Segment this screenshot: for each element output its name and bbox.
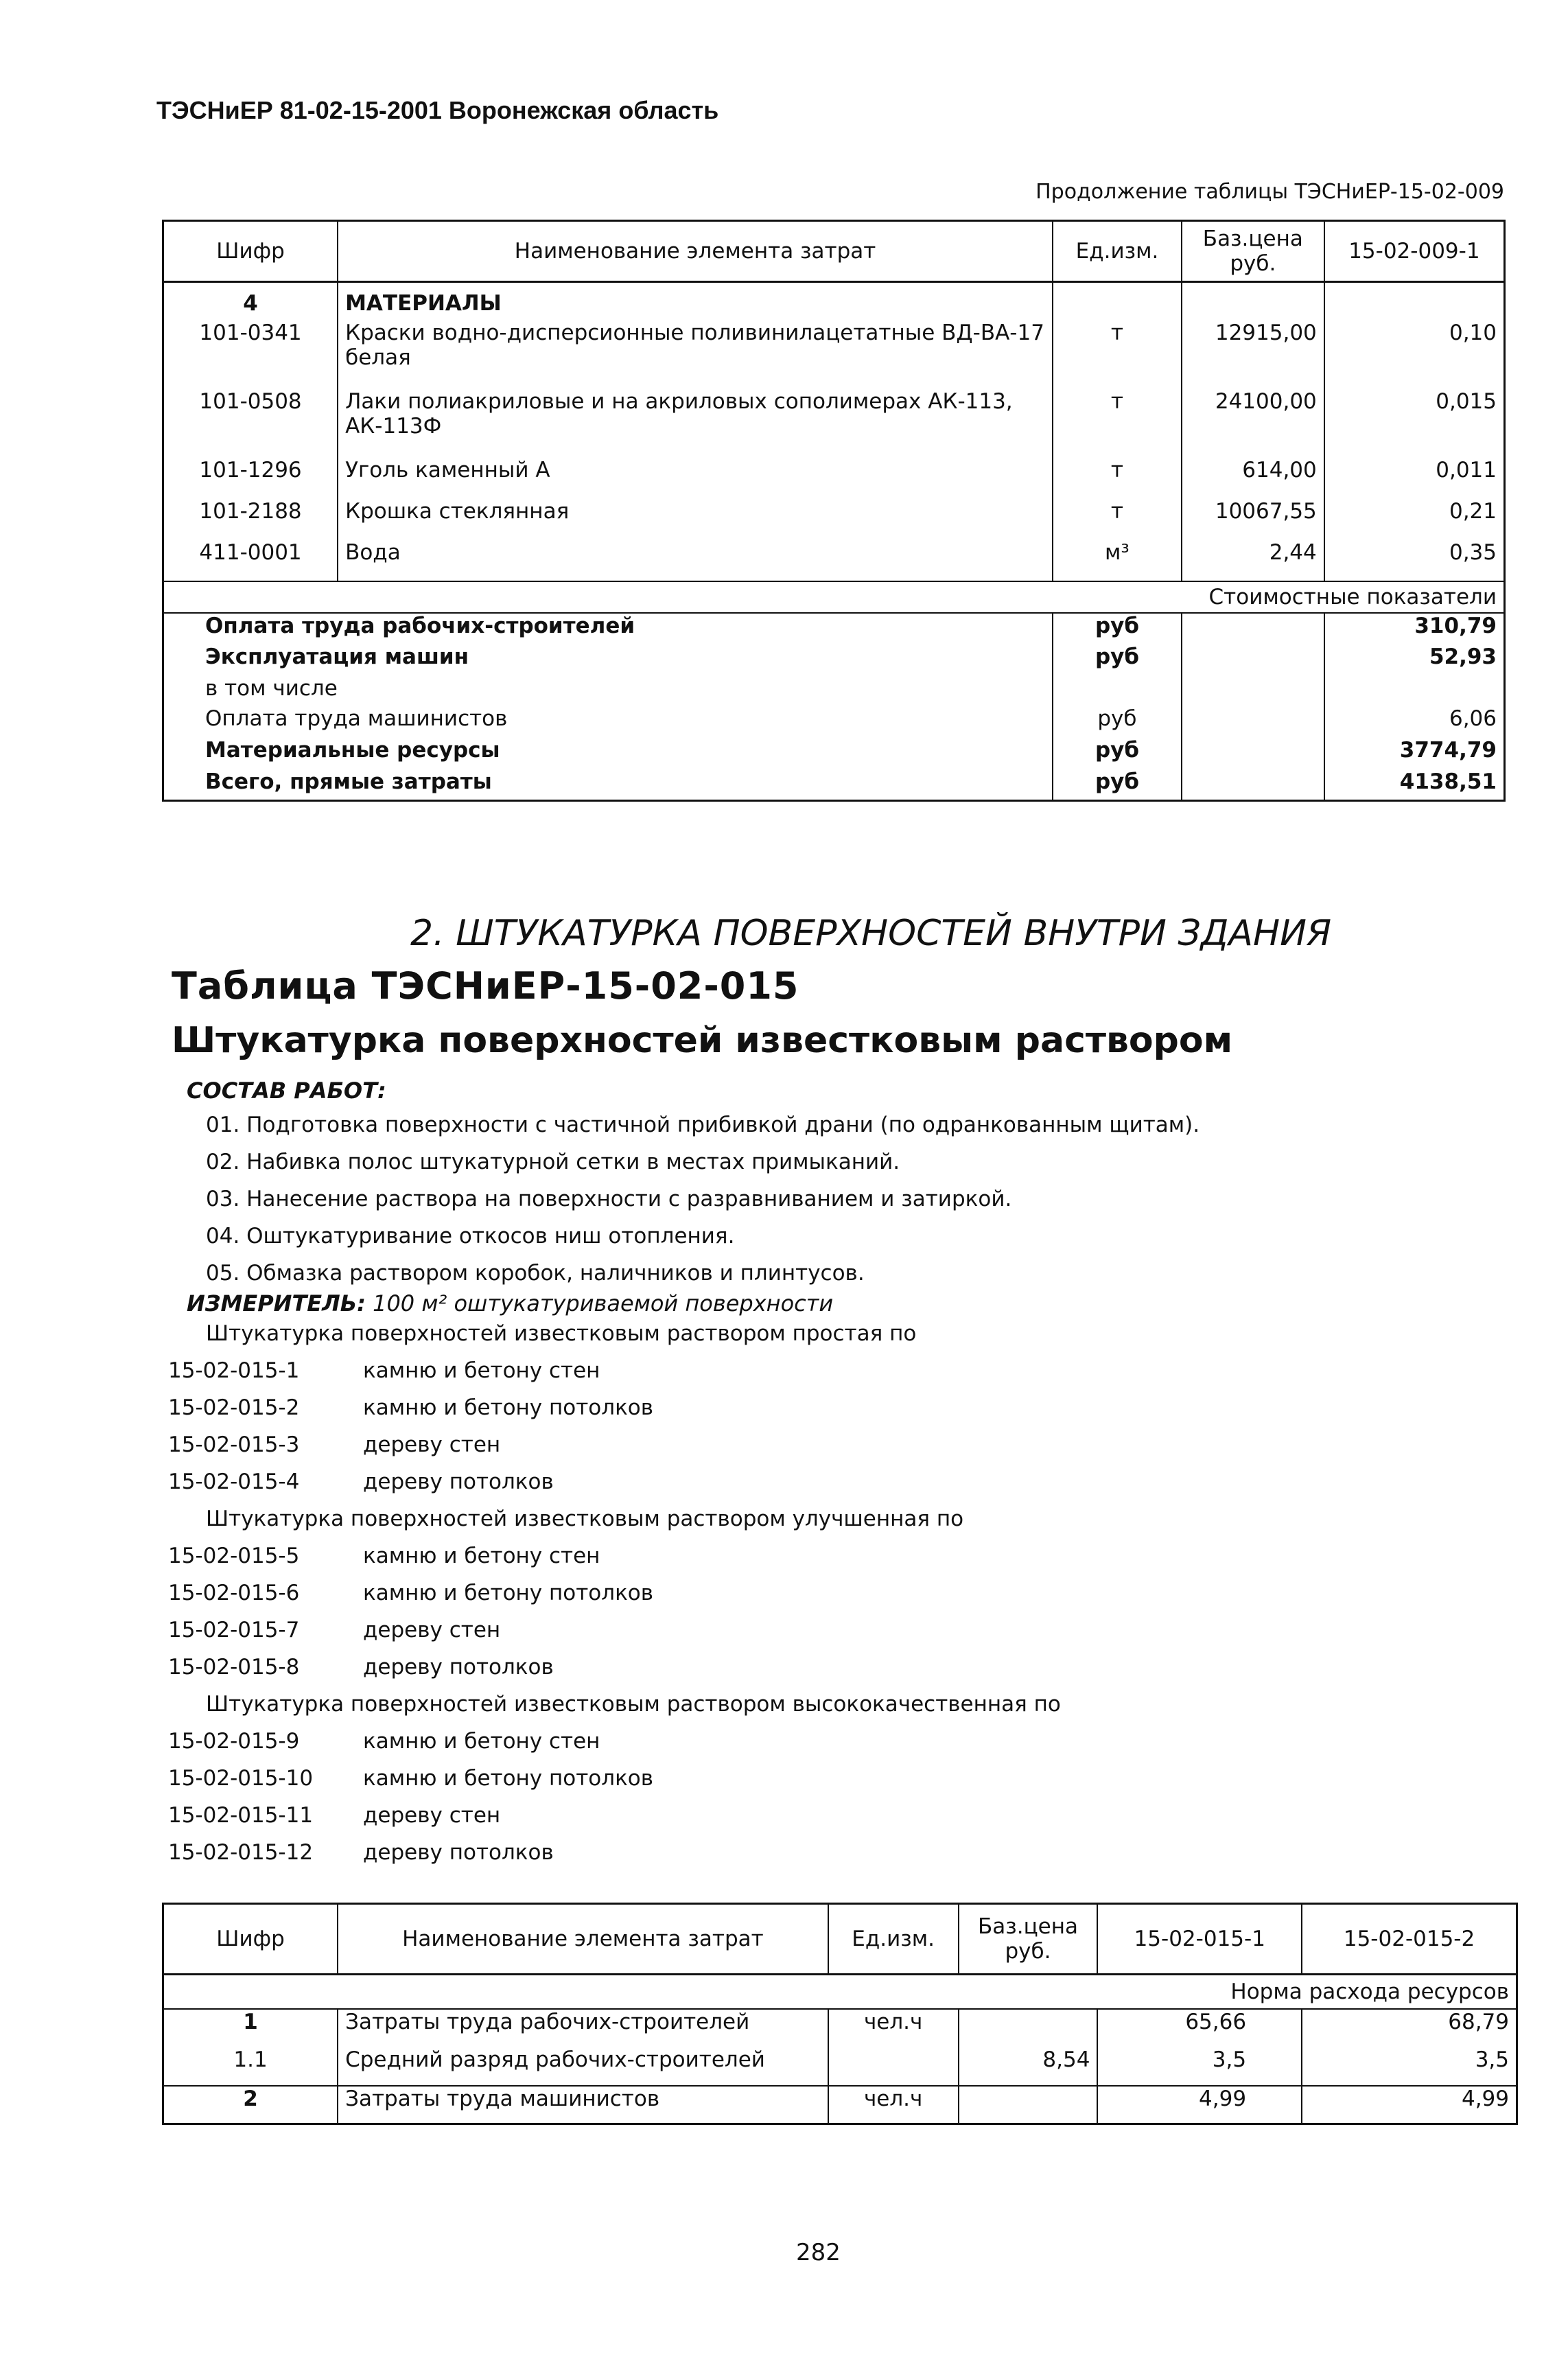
row-value-2: 3,5	[1302, 2047, 1517, 2086]
cost-unit: руб	[1053, 644, 1182, 676]
row-unit: т	[1053, 321, 1182, 389]
cost-value: 3774,79	[1324, 738, 1505, 769]
cost-row	[163, 738, 1505, 769]
row-value-1: 3,5	[1097, 2047, 1302, 2086]
row-code: 1.1	[233, 2047, 268, 2072]
row-value: 0,015	[1324, 389, 1505, 458]
row-name: Затраты труда рабочих-строителей	[338, 2009, 828, 2047]
table-continuation-caption: Продолжение таблицы ТЭСНиЕР-15-02-009	[1035, 180, 1504, 204]
cost-name: в том числе	[205, 675, 338, 701]
cost-unit: руб	[1053, 613, 1182, 644]
variant-code: 15-02-015-9	[168, 1729, 300, 1754]
cost-unit: руб	[1053, 738, 1182, 769]
row-code: 101-0508	[199, 388, 302, 414]
list-item	[168, 1723, 1061, 1760]
works-list	[206, 1106, 1200, 1292]
row-price: 614,00	[1182, 458, 1324, 499]
row-value: 0,35	[1324, 540, 1505, 581]
row-value: 0,21	[1324, 499, 1505, 540]
row-price	[959, 2009, 1098, 2047]
row-code: 101-2188	[199, 498, 302, 524]
page-number: 282	[796, 2239, 841, 2266]
variant-code: 15-02-015-12	[168, 1840, 314, 1865]
list-item	[168, 1760, 1061, 1797]
variant-code: 15-02-015-5	[168, 1544, 300, 1568]
row-name: Вода	[338, 540, 1053, 581]
variant-name: дереву стен	[363, 1618, 501, 1642]
row-value-1: 65,66	[1097, 2009, 1302, 2047]
measure-label: ИЗМЕРИТЕЛЬ:	[187, 1290, 366, 1316]
table-row	[163, 2009, 1517, 2047]
works-label: СОСТАВ РАБОТ:	[187, 1078, 386, 1104]
row-value: 0,011	[1324, 458, 1505, 499]
variant-code: 15-02-015-7	[168, 1618, 300, 1642]
header-price: Баз.цена руб.	[1182, 221, 1324, 282]
variants-list	[168, 1315, 1061, 1871]
variant-code: 15-02-015-2	[168, 1395, 300, 1420]
row-code: 101-0341	[199, 320, 302, 345]
list-item	[168, 1537, 1061, 1574]
row-name: Крошка стеклянная	[338, 499, 1053, 540]
variant-code: 15-02-015-3	[168, 1432, 300, 1457]
section-title: 2. ШТУКАТУРКА ПОВЕРХНОСТЕЙ ВНУТРИ ЗДАНИЯ	[410, 913, 1332, 954]
list-item: 05. Обмазка раствором коробок, наличников и плинтусов.	[206, 1261, 865, 1286]
variant-code: 15-02-015-6	[168, 1581, 300, 1605]
section-name: МАТЕРИАЛЫ	[338, 282, 1053, 321]
variant-name: дереву стен	[363, 1803, 501, 1828]
list-item	[168, 1574, 1061, 1612]
header-norm-1: 15-02-015-1	[1097, 1904, 1302, 1975]
row-price: 12915,00	[1182, 321, 1324, 389]
variant-group-title: Штукатурка поверхностей известковым раствором простая по	[206, 1321, 917, 1346]
cost-name: Всего, прямые затраты	[205, 769, 492, 794]
list-item: 03. Нанесение раствора на поверхности с разравниванием и затиркой.	[206, 1187, 1012, 1211]
header-code: Шифр	[163, 1904, 338, 1975]
row-name: Затраты труда машинистов	[338, 2086, 828, 2124]
cost-label-row	[163, 581, 1505, 613]
row-code: 1	[163, 2009, 338, 2047]
resources-table	[162, 1903, 1518, 2125]
header-norm: 15-02-009-1	[1324, 221, 1505, 282]
variant-name: камню и бетону стен	[363, 1729, 600, 1754]
variant-name: камню и бетону стен	[363, 1358, 600, 1383]
table-row	[163, 389, 1505, 458]
table-row	[163, 499, 1505, 540]
row-price: 2,44	[1182, 540, 1324, 581]
header-unit: Ед.изм.	[828, 1904, 959, 1975]
table-row	[163, 458, 1505, 499]
materials-table	[162, 220, 1506, 802]
table-row	[163, 321, 1505, 389]
variant-group-title: Штукатурка поверхностей известковым раствором высококачественная по	[206, 1692, 1061, 1717]
list-item	[168, 1649, 1061, 1686]
cost-value: 6,06	[1324, 706, 1505, 738]
list-item	[168, 1426, 1061, 1463]
cost-unit: руб	[1053, 706, 1182, 738]
row-name: Средний разряд рабочих-строителей	[338, 2047, 828, 2086]
header-unit: Ед.изм.	[1053, 221, 1182, 282]
cost-row	[163, 676, 1505, 706]
table-header-row	[163, 1904, 1517, 1975]
variant-code: 15-02-015-10	[168, 1766, 314, 1791]
header-name: Наименование элемента затрат	[338, 1904, 828, 1975]
cost-name: Эксплуатация машин	[205, 644, 469, 669]
table-name: Таблица ТЭСНиЕР-15-02-015	[172, 964, 799, 1008]
cost-row	[163, 644, 1505, 676]
measure-value: 100 м² оштукатуриваемой поверхности	[373, 1290, 834, 1316]
variant-name: дереву стен	[363, 1432, 501, 1457]
variant-name: камню и бетону стен	[363, 1544, 600, 1568]
row-name: Краски водно-дисперсионные поливинилацетатные ВД-ВА-17 белая	[338, 321, 1053, 389]
row-price: 24100,00	[1182, 389, 1324, 458]
list-item: 02. Набивка полос штукатурной сетки в местах примыканий.	[206, 1150, 900, 1174]
norm-label-row	[163, 1975, 1517, 2009]
section-row	[163, 282, 1505, 321]
row-price	[959, 2086, 1098, 2124]
variant-code: 15-02-015-4	[168, 1469, 300, 1494]
row-name: Лаки полиакриловые и на акриловых сополимерах АК-113, АК-113Ф	[338, 389, 1053, 458]
row-name: Уголь каменный А	[338, 458, 1053, 499]
row-unit: м³	[1053, 540, 1182, 581]
row-unit: т	[1053, 499, 1182, 540]
row-value: 0,10	[1324, 321, 1505, 389]
document-header: ТЭСНиЕР 81-02-15-2001 Воронежская область	[156, 96, 719, 124]
cost-value: 52,93	[1324, 644, 1505, 676]
cost-row	[163, 769, 1505, 801]
row-code: 2	[163, 2086, 338, 2124]
variant-code: 15-02-015-1	[168, 1358, 300, 1383]
table-title: Штукатурка поверхностей известковым раствором	[172, 1020, 1233, 1061]
header-code: Шифр	[163, 221, 338, 282]
norm-label: Норма расхода ресурсов	[1230, 1979, 1509, 2004]
cost-name: Материальные ресурсы	[205, 737, 500, 763]
list-item	[168, 1612, 1061, 1649]
row-code: 101-1296	[199, 457, 302, 483]
variant-name: дереву потолков	[363, 1840, 554, 1865]
row-unit: т	[1053, 389, 1182, 458]
header-price: Баз.цена руб.	[959, 1904, 1098, 1975]
header-name: Наименование элемента затрат	[338, 221, 1053, 282]
list-item	[168, 1797, 1061, 1834]
row-price: 10067,55	[1182, 499, 1324, 540]
variant-name: камню и бетону потолков	[363, 1581, 654, 1605]
variant-code: 15-02-015-11	[168, 1803, 314, 1828]
variant-name: дереву потолков	[363, 1655, 554, 1680]
row-unit	[828, 2047, 959, 2086]
variant-name: камню и бетону потолков	[363, 1395, 654, 1420]
header-norm-2: 15-02-015-2	[1302, 1904, 1517, 1975]
row-unit: чел.ч	[828, 2086, 959, 2124]
table-header-row	[163, 221, 1505, 282]
variant-name: камню и бетону потолков	[363, 1766, 654, 1791]
cost-row	[163, 613, 1505, 644]
row-value-2: 68,79	[1302, 2009, 1517, 2047]
cost-unit: руб	[1053, 769, 1182, 801]
variant-name: дереву потолков	[363, 1469, 554, 1494]
cost-row	[163, 706, 1505, 738]
list-item: 04. Оштукатуривание откосов ниш отопления.	[206, 1224, 735, 1248]
row-unit: чел.ч	[828, 2009, 959, 2047]
variant-code: 15-02-015-8	[168, 1655, 300, 1680]
list-item	[168, 1352, 1061, 1389]
list-item	[168, 1389, 1061, 1426]
cost-value: 4138,51	[1324, 769, 1505, 801]
cost-value: 310,79	[1324, 613, 1505, 644]
section-code: 4	[243, 291, 258, 316]
row-value-1: 4,99	[1097, 2086, 1302, 2124]
measure-line	[187, 1290, 833, 1316]
row-code: 411-0001	[199, 539, 302, 565]
list-item	[168, 1834, 1061, 1871]
row-price: 8,54	[959, 2047, 1098, 2086]
table-row	[163, 2047, 1517, 2086]
table-row	[163, 540, 1505, 581]
table-row	[163, 2086, 1517, 2124]
row-value-2: 4,99	[1302, 2086, 1517, 2124]
variant-group-title: Штукатурка поверхностей известковым раствором улучшенная по	[206, 1507, 964, 1531]
list-item	[168, 1463, 1061, 1500]
cost-name: Оплата труда машинистов	[205, 706, 508, 731]
cost-name: Оплата труда рабочих-строителей	[163, 613, 1053, 644]
row-unit: т	[1053, 458, 1182, 499]
cost-label: Стоимостные показатели	[163, 581, 1505, 613]
list-item: 01. Подготовка поверхности с частичной прибивкой драни (по одранкованным щитам).	[206, 1113, 1200, 1137]
